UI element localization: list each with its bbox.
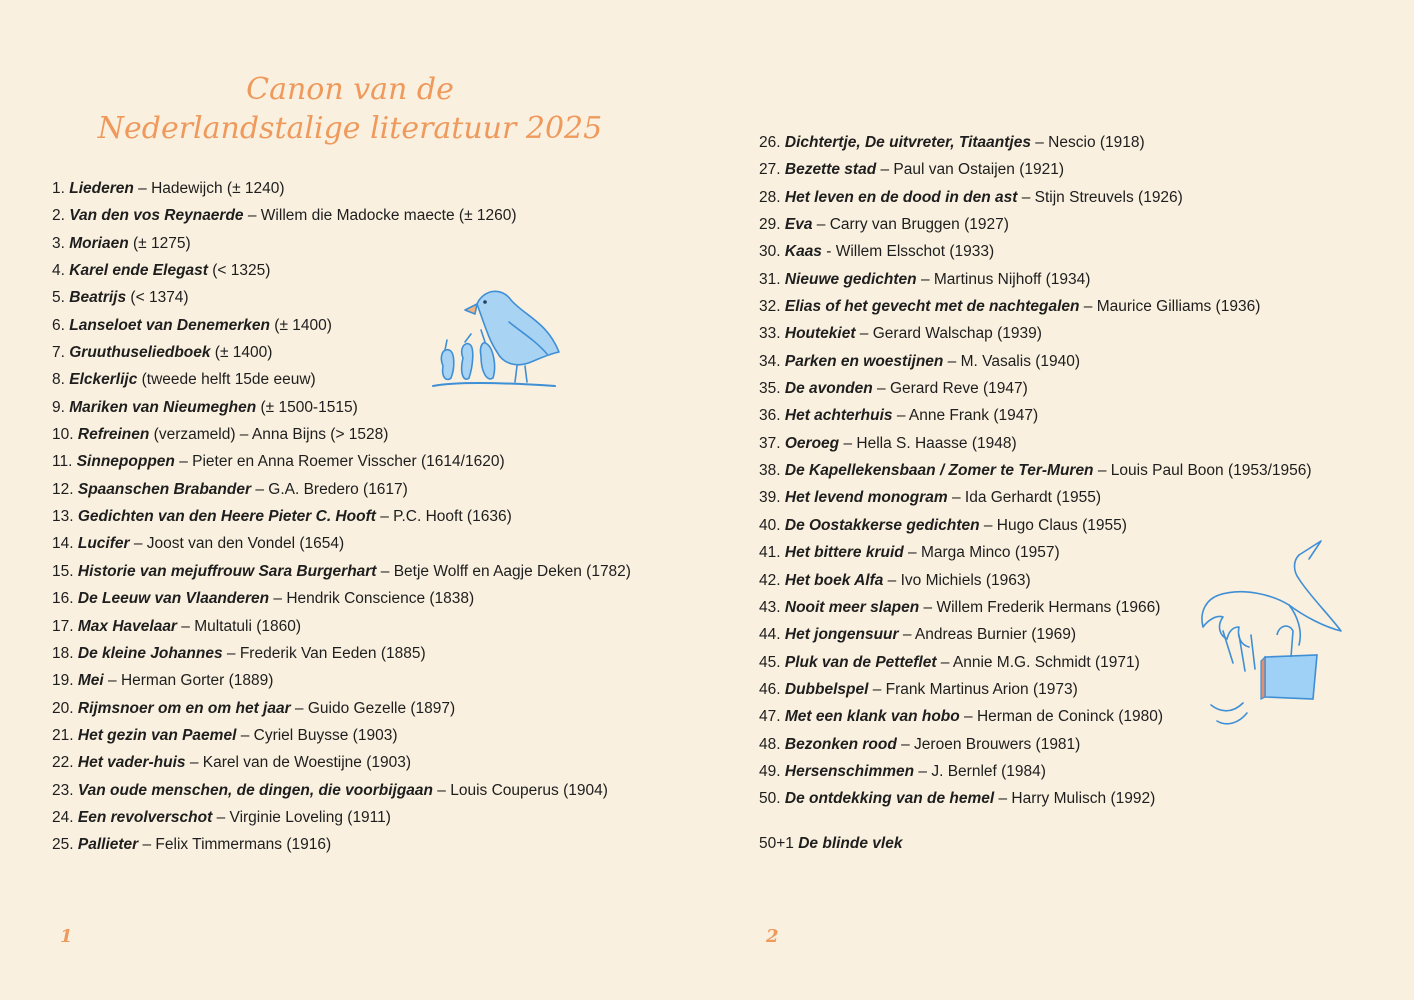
entry-detail: – Felix Timmermans (1916) xyxy=(138,836,332,854)
entry-work-title: Nooit meer slapen xyxy=(784,598,920,616)
entry-detail: – Herman Gorter (1889) xyxy=(103,672,274,690)
entry-work-title: Het levend monogram xyxy=(784,489,948,507)
canon-entry xyxy=(52,476,631,503)
entry-work-title: Mariken van Nieumeghen xyxy=(69,398,257,416)
entry-number: 26. xyxy=(759,134,781,151)
entry-number: 8. xyxy=(52,371,65,389)
entry-detail: – Harry Mulisch (1992) xyxy=(994,790,1156,808)
entry-number: 9. xyxy=(52,398,65,416)
canon-entry xyxy=(759,156,1312,183)
title-line-1: Canon van de xyxy=(246,72,454,107)
canon-list-left xyxy=(52,175,631,859)
entry-detail: – Willem die Madocke maecte (± 1260) xyxy=(243,207,517,225)
entry-work-title: De avonden xyxy=(784,380,873,398)
entry-work-title: Bezonken rood xyxy=(784,735,897,753)
entry-number: 20. xyxy=(52,699,74,717)
entry-number: 28. xyxy=(759,188,781,206)
entry-work-title: Moriaen xyxy=(69,234,129,252)
entry-work-title: Houtekiet xyxy=(784,325,856,343)
bonus-number: 50+1 xyxy=(759,835,794,852)
entry-number: 47. xyxy=(759,708,781,726)
entry-detail: (± 1500-1515) xyxy=(256,398,358,416)
entry-detail: – Jeroen Brouwers (1981) xyxy=(896,735,1081,753)
entry-work-title: De Kapellekensbaan / Zomer te Ter-Muren xyxy=(784,462,1094,480)
entry-detail: – Ivo Michiels (1963) xyxy=(883,571,1031,589)
entry-number: 5. xyxy=(52,289,65,307)
bird-with-chicks-illustration xyxy=(425,282,565,402)
canon-entry xyxy=(759,430,1312,457)
entry-work-title: Liederen xyxy=(69,180,134,197)
entry-number: 25. xyxy=(52,836,74,854)
canon-entry xyxy=(52,613,631,640)
entry-detail: (tweede helft 15de eeuw) xyxy=(137,371,316,389)
entry-work-title: Het achterhuis xyxy=(784,407,893,425)
entry-number: 32. xyxy=(759,298,781,316)
entry-detail: – Stijn Streuvels (1926) xyxy=(1017,188,1183,206)
entry-detail: – Joost van den Vondel (1654) xyxy=(129,535,345,553)
entry-number: 7. xyxy=(52,344,65,362)
entry-number: 40. xyxy=(759,516,781,534)
entry-number: 45. xyxy=(759,653,781,671)
entry-detail: (< 1325) xyxy=(207,262,271,280)
entry-number: 34. xyxy=(759,352,781,370)
canon-entry xyxy=(759,785,1312,812)
entry-number: 17. xyxy=(52,617,74,635)
entry-work-title: Nieuwe gedichten xyxy=(784,270,917,288)
canon-entry xyxy=(759,211,1312,238)
entry-number: 44. xyxy=(759,626,781,644)
canon-entry xyxy=(759,484,1312,511)
canon-entry xyxy=(759,457,1312,484)
canon-entry xyxy=(52,804,631,831)
entry-work-title: De ontdekking van de hemel xyxy=(784,790,995,808)
entry-number: 11. xyxy=(52,453,73,471)
entry-detail: – Guido Gezelle (1897) xyxy=(290,699,456,717)
entry-number: 30. xyxy=(759,243,781,261)
bonus-entry xyxy=(759,832,902,856)
canon-entry xyxy=(759,184,1312,211)
canon-entry xyxy=(52,175,631,202)
page-number-left: 1 xyxy=(60,926,73,947)
entry-number: 38. xyxy=(759,462,781,480)
entry-work-title: Het jongensuur xyxy=(784,626,899,644)
entry-number: 33. xyxy=(759,325,781,343)
entry-detail: – Karel van de Woestijne (1903) xyxy=(185,754,412,772)
entry-number: 22. xyxy=(52,754,74,772)
entry-detail: (± 1400) xyxy=(210,344,273,362)
entry-work-title: Het leven en de dood in den ast xyxy=(784,188,1018,206)
page-number-right: 2 xyxy=(766,926,779,947)
entry-work-title: Het boek Alfa xyxy=(784,571,884,589)
entry-number: 29. xyxy=(759,216,781,234)
title-line-2: Nederlandstalige literatuur 2025 xyxy=(97,111,603,146)
canon-entry xyxy=(759,402,1312,429)
entry-number: 35. xyxy=(759,380,781,398)
entry-work-title: Mei xyxy=(77,672,104,690)
entry-detail: – Nescio (1918) xyxy=(1030,134,1145,151)
entry-work-title: Kaas xyxy=(784,243,822,261)
entry-number: 48. xyxy=(759,735,781,753)
entry-number: 49. xyxy=(759,762,781,780)
entry-work-title: Pallieter xyxy=(77,836,139,854)
entry-number: 13. xyxy=(52,508,74,526)
entry-work-title: Een revolverschot xyxy=(77,808,213,826)
entry-detail: (verzameld) – Anna Bijns (> 1528) xyxy=(149,426,389,444)
entry-number: 6. xyxy=(52,316,65,334)
entry-detail: – Pieter en Anna Roemer Visscher (1614/1620) xyxy=(174,453,505,471)
entry-work-title: Rijmsnoer om en om het jaar xyxy=(77,699,291,717)
canon-entry xyxy=(52,667,631,694)
entry-detail: – Marga Minco (1957) xyxy=(903,544,1060,562)
entry-detail: – Frank Martinus Arion (1973) xyxy=(868,680,1078,698)
entry-detail: – Maurice Gilliams (1936) xyxy=(1079,298,1261,316)
entry-detail: – Louis Couperus (1904) xyxy=(433,781,608,799)
entry-detail: – G.A. Bredero (1617) xyxy=(251,480,408,498)
entry-work-title: Refreinen xyxy=(77,426,150,444)
canon-entry xyxy=(759,348,1312,375)
canon-entry xyxy=(52,448,631,475)
canon-entry xyxy=(759,238,1312,265)
entry-detail: – Gerard Reve (1947) xyxy=(872,380,1028,398)
entry-work-title: Eva xyxy=(784,216,813,234)
entry-detail: – J. Bernlef (1984) xyxy=(914,762,1046,780)
entry-detail: (< 1374) xyxy=(126,289,189,307)
entry-detail: – Hendrik Conscience (1838) xyxy=(269,590,475,608)
entry-work-title: Van oude menschen, de dingen, die voorbijgaan xyxy=(77,781,433,799)
entry-work-title: Dubbelspel xyxy=(784,680,869,698)
entry-detail: – Louis Paul Boon (1953/1956) xyxy=(1093,462,1312,480)
canon-entry xyxy=(759,293,1312,320)
canon-entry xyxy=(52,749,631,776)
entry-detail: – Virginie Loveling (1911) xyxy=(212,808,391,826)
entry-detail: – Hugo Claus (1955) xyxy=(979,516,1127,534)
entry-detail: – Cyriel Buysse (1903) xyxy=(236,726,398,744)
entry-detail: (± 1275) xyxy=(128,234,191,252)
entry-work-title: Spaanschen Brabander xyxy=(77,480,252,498)
entry-work-title: Dichtertje, De uitvreter, Titaantjes xyxy=(784,134,1031,151)
entry-work-title: Karel ende Elegast xyxy=(69,262,208,280)
entry-number: 2. xyxy=(52,207,65,225)
entry-work-title: Het bittere kruid xyxy=(784,544,904,562)
canon-entry xyxy=(52,695,631,722)
entry-number: 39. xyxy=(759,489,781,507)
entry-number: 12. xyxy=(52,480,74,498)
entry-detail: – Paul van Ostaijen (1921) xyxy=(876,161,1065,179)
entry-detail: (± 1400) xyxy=(269,316,332,334)
entry-number: 37. xyxy=(759,434,781,452)
entry-work-title: De Leeuw van Vlaanderen xyxy=(77,590,270,608)
entry-detail: – Andreas Burnier (1969) xyxy=(898,626,1077,644)
entry-number: 46. xyxy=(759,680,781,698)
canon-entry xyxy=(759,129,1312,156)
entry-work-title: Max Havelaar xyxy=(77,617,177,635)
entry-work-title: Van den vos Reynaerde xyxy=(69,207,244,225)
entry-work-title: Gruuthuseliedboek xyxy=(69,344,211,362)
entry-work-title: Hersenschimmen xyxy=(784,762,915,780)
entry-number: 43. xyxy=(759,598,781,616)
entry-detail: – Betje Wolff en Aagje Deken (1782) xyxy=(376,562,631,580)
entry-work-title: Lucifer xyxy=(77,535,130,553)
entry-detail: – Hella S. Haasse (1948) xyxy=(839,434,1017,452)
canon-entry xyxy=(52,722,631,749)
canon-entry xyxy=(52,640,631,667)
entry-number: 14. xyxy=(52,535,74,553)
entry-detail: – Ida Gerhardt (1955) xyxy=(947,489,1102,507)
entry-detail: – M. Vasalis (1940) xyxy=(943,352,1081,370)
entry-number: 10. xyxy=(52,426,74,444)
entry-detail: – Multatuli (1860) xyxy=(176,617,302,635)
entry-number: 36. xyxy=(759,407,781,425)
entry-work-title: Elckerlijc xyxy=(69,371,138,389)
canon-entry xyxy=(759,266,1312,293)
entry-work-title: Historie van mejuffrouw Sara Burgerhart xyxy=(77,562,377,580)
entry-work-title: Lanseloet van Denemerken xyxy=(69,316,270,334)
canon-entry xyxy=(52,558,631,585)
entry-work-title: Het gezin van Paemel xyxy=(77,726,237,744)
entry-number: 23. xyxy=(52,781,74,799)
entry-number: 41. xyxy=(759,544,781,562)
entry-work-title: Gedichten van den Heere Pieter C. Hooft xyxy=(77,508,376,526)
entry-work-title: De Oostakkerse gedichten xyxy=(784,516,980,534)
canon-entry xyxy=(759,758,1312,785)
entry-number: 3. xyxy=(52,234,65,252)
flying-bird-with-book-illustration xyxy=(1193,535,1348,735)
entry-work-title: Met een klank van hobo xyxy=(784,708,960,726)
canon-entry xyxy=(52,831,631,858)
entry-work-title: Elias of het gevecht met de nachtegalen xyxy=(784,298,1080,316)
bonus-work-title: De blinde vlek xyxy=(798,835,903,852)
entry-work-title: Het vader-huis xyxy=(77,754,186,772)
entry-work-title: Bezette stad xyxy=(784,161,877,179)
page-title xyxy=(60,70,640,148)
entry-work-title: Oeroeg xyxy=(784,434,840,452)
entry-number: 21. xyxy=(52,726,74,744)
entry-work-title: Beatrijs xyxy=(69,289,127,307)
entry-detail: – Martinus Nijhoff (1934) xyxy=(916,270,1091,288)
entry-detail: – Gerard Walschap (1939) xyxy=(855,325,1042,343)
canon-entry xyxy=(759,375,1312,402)
entry-number: 19. xyxy=(52,672,74,690)
entry-number: 18. xyxy=(52,644,74,662)
canon-entry xyxy=(52,777,631,804)
entry-work-title: Sinnepoppen xyxy=(76,453,175,471)
entry-detail: - Willem Elsschot (1933) xyxy=(821,243,995,261)
canon-entry xyxy=(52,503,631,530)
entry-number: 4. xyxy=(52,262,65,280)
entry-number: 27. xyxy=(759,161,781,179)
canon-entry xyxy=(52,257,631,284)
entry-number: 24. xyxy=(52,808,74,826)
entry-work-title: Parken en woestijnen xyxy=(784,352,944,370)
canon-entry xyxy=(52,202,631,229)
entry-detail: – P.C. Hooft (1636) xyxy=(375,508,512,526)
entry-detail: – Hadewijch (± 1240) xyxy=(133,180,285,197)
entry-number: 1. xyxy=(52,180,65,197)
entry-number: 16. xyxy=(52,590,74,608)
entry-detail: – Carry van Bruggen (1927) xyxy=(812,216,1009,234)
entry-detail: – Annie M.G. Schmidt (1971) xyxy=(936,653,1140,671)
entry-number: 15. xyxy=(52,562,74,580)
entry-work-title: De kleine Johannes xyxy=(77,644,223,662)
canon-entry xyxy=(52,230,631,257)
entry-detail: – Anne Frank (1947) xyxy=(892,407,1039,425)
canon-entry xyxy=(52,585,631,612)
entry-number: 31. xyxy=(759,270,781,288)
entry-number: 42. xyxy=(759,571,781,589)
canon-entry xyxy=(52,530,631,557)
entry-detail: – Willem Frederik Hermans (1966) xyxy=(919,598,1161,616)
canon-entry xyxy=(759,320,1312,347)
entry-work-title: Pluk van de Petteflet xyxy=(784,653,937,671)
entry-detail: – Herman de Coninck (1980) xyxy=(959,708,1164,726)
entry-number: 50. xyxy=(759,790,781,808)
entry-detail: – Frederik Van Eeden (1885) xyxy=(222,644,426,662)
canon-entry xyxy=(52,421,631,448)
